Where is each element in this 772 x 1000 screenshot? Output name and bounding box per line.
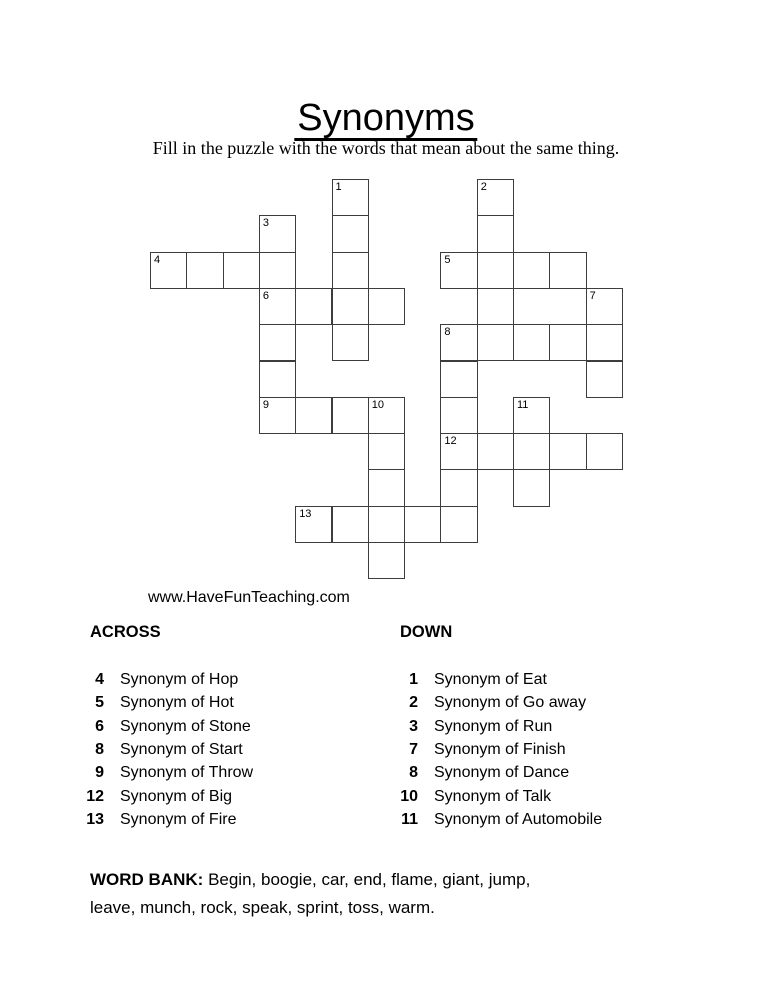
grid-cell [259, 252, 296, 289]
clue-item [83, 691, 253, 714]
clue-item [397, 691, 602, 714]
clue-text: Synonym of Throw [120, 764, 254, 782]
grid-cell [586, 288, 623, 325]
clue-item [83, 668, 253, 691]
clue-item [83, 715, 253, 738]
grid-cell [223, 252, 260, 289]
down-header: DOWN [400, 623, 453, 641]
grid-cell-number: 11 [517, 398, 529, 411]
clue-text: Synonym of Dance [434, 764, 570, 782]
grid-cell [440, 433, 477, 470]
grid-cell [259, 215, 296, 252]
grid-cell [368, 397, 405, 434]
grid-cell [332, 215, 369, 252]
clue-number: 11 [401, 811, 418, 829]
grid-cell [477, 252, 514, 289]
clue-text: Synonym of Eat [434, 671, 547, 688]
grid-cell [259, 397, 296, 434]
clue-number: 8 [95, 741, 104, 759]
grid-cell-number: 8 [444, 326, 451, 339]
clue-text: Synonym of Fire [120, 811, 237, 829]
grid-cell [332, 252, 369, 289]
grid-cell [150, 252, 187, 289]
grid-cell [259, 288, 296, 325]
grid-cell [513, 433, 550, 470]
grid-cell [332, 179, 369, 216]
clue-number: 10 [400, 787, 418, 805]
grid-cell-number: 9 [262, 398, 270, 411]
clue-item [83, 808, 253, 831]
grid-cell-number: 12 [444, 435, 457, 448]
clue-item [83, 785, 253, 808]
grid-cell-number: 7 [589, 289, 596, 302]
clue-number: 4 [95, 671, 104, 688]
clue-number: 2 [409, 694, 418, 712]
clue-number: 1 [409, 671, 418, 688]
clue-item [397, 668, 602, 691]
website-url: www.HaveFunTeaching.com [148, 589, 350, 606]
grid-cell [368, 542, 405, 579]
grid-cell-number: 2 [480, 181, 487, 193]
clue-item [397, 761, 602, 784]
grid-cell [332, 324, 369, 361]
across-header: ACROSS [90, 623, 161, 641]
grid-cell [586, 361, 623, 398]
clue-text: Synonym of Start [120, 741, 243, 759]
clue-text: Synonym of Go away [434, 694, 587, 712]
grid-cell [586, 324, 623, 361]
clue-text: Synonym of Hop [120, 671, 239, 688]
grid-cell [404, 506, 441, 543]
grid-cell [332, 397, 369, 434]
grid-cell-number: 10 [371, 398, 385, 411]
clue-text: Synonym of Big [120, 787, 233, 805]
grid-cell [549, 324, 586, 361]
grid-cell [440, 324, 477, 361]
grid-cell [440, 361, 477, 398]
grid-cell [440, 397, 477, 434]
grid-cell [513, 397, 550, 434]
clue-text: Synonym of Hot [120, 694, 234, 712]
clue-number: 8 [409, 764, 418, 782]
grid-cell [368, 288, 405, 325]
across-clue-list [83, 668, 253, 831]
instructions: Fill in the puzzle with the words that mean about the same thing. [152, 138, 620, 158]
grid-cell [332, 506, 369, 543]
clue-item [397, 738, 602, 761]
grid-cell [368, 433, 405, 470]
grid-cell [186, 252, 223, 289]
clue-number: 7 [409, 741, 418, 759]
clue-number: 6 [95, 717, 104, 735]
grid-cell-number: 4 [154, 253, 161, 266]
grid-cell [332, 288, 369, 325]
grid-cell [477, 324, 514, 361]
grid-cell [586, 433, 623, 470]
grid-cell [513, 252, 550, 289]
grid-cell [549, 433, 586, 470]
clue-number: 12 [86, 787, 104, 805]
clue-text: Synonym of Automobile [434, 811, 603, 829]
clue-item [397, 785, 602, 808]
clue-text: Synonym of Talk [434, 787, 552, 805]
grid-cell [513, 469, 550, 506]
grid-cell-number: 5 [444, 253, 451, 266]
grid-cell [368, 506, 405, 543]
clue-number: 9 [95, 764, 104, 782]
grid-cell [477, 288, 514, 325]
grid-cell-number: 3 [262, 217, 270, 230]
word-bank-label: WORD BANK: [90, 870, 204, 889]
down-clue-list [397, 668, 602, 831]
grid-cell [477, 215, 514, 252]
grid-cell [368, 469, 405, 506]
grid-cell [295, 288, 332, 325]
grid-cell [295, 397, 332, 434]
grid-cell-number: 13 [299, 507, 312, 520]
clue-text: Synonym of Stone [120, 717, 251, 735]
grid-cell [549, 252, 586, 289]
grid-cell [440, 469, 477, 506]
grid-cell [477, 179, 514, 216]
grid-cell [477, 433, 514, 470]
grid-cell-number: 6 [262, 289, 270, 302]
clue-item [397, 808, 602, 831]
word-bank [90, 866, 560, 922]
clue-item [83, 761, 253, 784]
clue-number: 5 [95, 694, 104, 712]
grid-cell [440, 252, 477, 289]
clue-text: Synonym of Finish [434, 741, 566, 759]
clue-item [397, 715, 602, 738]
grid-cell [295, 506, 332, 543]
grid-cell [440, 506, 477, 543]
grid-cell [259, 324, 296, 361]
grid-cell-number: 1 [335, 181, 342, 193]
grid-cell [259, 361, 296, 398]
clue-number: 13 [86, 811, 104, 829]
clue-text: Synonym of Run [434, 717, 553, 735]
clue-item [83, 738, 253, 761]
worksheet-title: Synonyms [294, 100, 477, 141]
clue-number: 3 [409, 717, 418, 735]
word-bank-words: Begin, boogie, car, end, flame, giant, jump, leave, munch, rock, speak, sprint, toss, warm. [90, 870, 531, 917]
grid-cell [513, 324, 550, 361]
